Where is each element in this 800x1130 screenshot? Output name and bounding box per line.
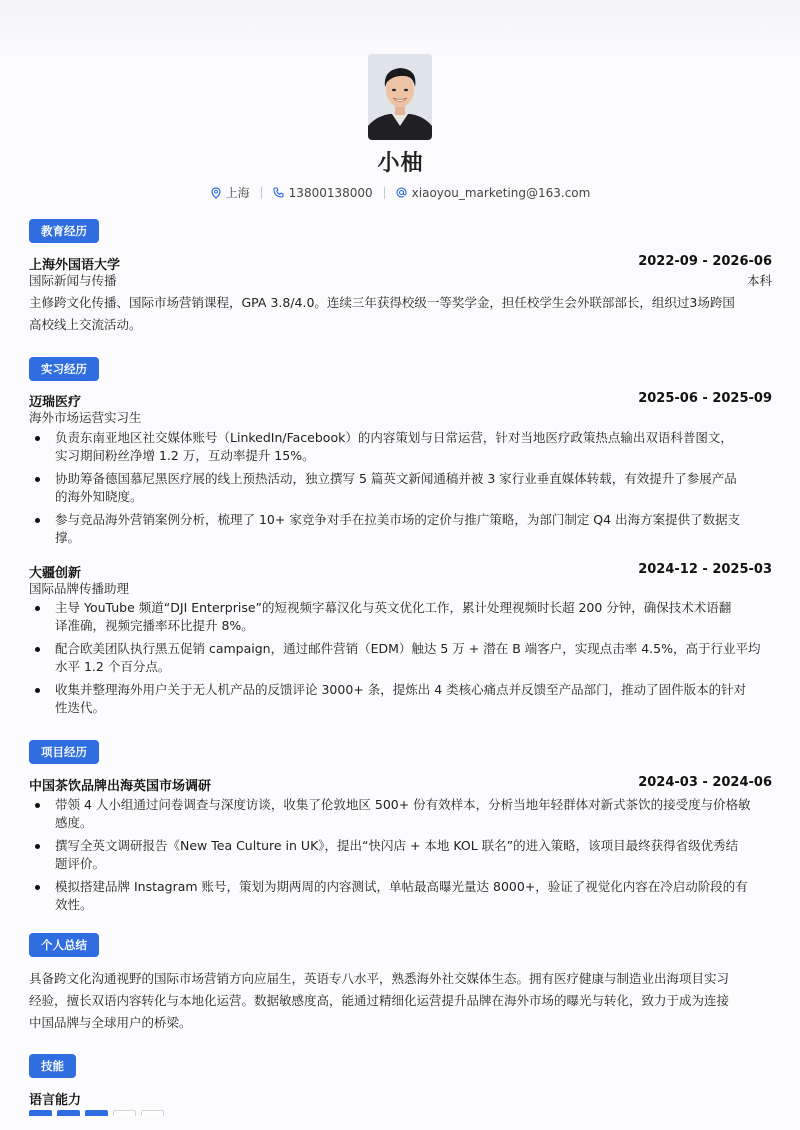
phone-text: 13800138000: [288, 185, 373, 200]
internship-date: 2024-12 - 2025-03: [638, 562, 772, 577]
summary-line: 经验，擅长双语内容转化与本地化运营。数据敏感度高，能通过精细化运营提升品牌在海外市场的曝光与转化，致力于成为连接: [29, 993, 730, 1008]
school-name: 上海外国语大学: [29, 258, 121, 273]
profile-photo: [368, 54, 432, 140]
education-date: 2022-09 - 2026-06: [638, 254, 772, 269]
list-item: 收集并整理海外用户关于无人机产品的反馈评论 3000+ 条，提炼出 4 类核心痛点并反馈至产品部门，推动了固件版本的针对 性迭代。: [29, 681, 772, 717]
section-internship-header: 实习经历: [29, 357, 99, 381]
contact-phone: [273, 186, 373, 200]
summary-line: 具备跨文化沟通视野的国际市场营销方向应届生，英语专八水平，熟悉海外社交媒体生态。拥有医疗健康与制造业出海项目实习: [29, 971, 730, 986]
contact-info: [29, 184, 772, 201]
divider: [384, 187, 385, 199]
education-description: [29, 292, 772, 336]
list-item: 带领 4 人小组通过问卷调查与深度访谈，收集了伦敦地区 500+ 份有效样本，分析当地年轻群体对新式茶饮的接受度与价格敏 感度。: [29, 796, 772, 832]
contact-email[interactable]: [396, 186, 591, 200]
list-item: 撰写全英文调研报告《New Tea Culture in UK》，提出“快闪店 + 本地 KOL 联名”的进入策略，该项目最终获得省级优秀结 题评价。: [29, 837, 772, 873]
section-skills-header: 技能: [29, 1054, 76, 1078]
project-bullets: [29, 796, 772, 919]
project-name: 中国茶饮品牌出海英国市场调研: [29, 779, 212, 794]
list-item: 主导 YouTube 频道“DJI Enterprise”的短视频字幕汉化与英文优化工作，累计处理视频时长超 200 分钟，确保技术术语翻 译准确，视频完播率环比提升 8%。: [29, 599, 772, 635]
project-entry: [29, 775, 772, 794]
job-role: 国际品牌传播助理: [29, 581, 130, 596]
language-skill-title: 语言能力: [29, 1093, 82, 1108]
level-segment: [57, 1110, 80, 1116]
education-major-row: [29, 271, 772, 289]
list-item: 参与竞品海外营销案例分析，梳理了 10+ 家竞争对手在拉美市场的定价与推广策略，为部门制定 Q4 出海方案提供了数据支 撑。: [29, 511, 772, 547]
divider: [261, 187, 262, 199]
summary-text: [29, 968, 772, 1034]
job-role: 海外市场运营实习生: [29, 410, 142, 425]
company-name: 迈瑞医疗: [29, 395, 82, 410]
internship-date: 2025-06 - 2025-09: [638, 391, 772, 406]
description-line: 高校线上交流活动。: [29, 317, 142, 332]
location-text: 上海: [225, 186, 250, 200]
list-item: 配合欧美团队执行黑五促销 campaign，通过邮件营销（EDM）触达 5 万 + 潜在 B 端客户，实现点击率 4.5%，高于行业平均 水平 1.2 个百分点。: [29, 640, 772, 676]
summary-line: 中国品牌与全球用户的桥梁。: [29, 1015, 192, 1030]
contact-location: [211, 184, 250, 201]
company-name: 大疆创新: [29, 566, 82, 581]
internship-2-bullets: [29, 599, 772, 722]
level-segment: [113, 1110, 136, 1116]
section-education-header: 教育经历: [29, 219, 99, 243]
language-level-meter: [29, 1110, 164, 1116]
email-text[interactable]: xiaoyou_marketing@163.com: [411, 185, 591, 200]
location-pin-icon: [211, 187, 221, 199]
phone-icon: [273, 187, 284, 198]
major: 国际新闻与传播: [29, 273, 117, 288]
project-date: 2024-03 - 2024-06: [638, 775, 772, 790]
level-segment: [141, 1110, 164, 1116]
section-summary-header: 个人总结: [29, 933, 99, 957]
internship-1-bullets: [29, 429, 772, 552]
section-project-header: 项目经历: [29, 740, 99, 764]
list-item: 模拟搭建品牌 Instagram 账号，策划为期两周的内容测试，单帖最高曝光量达 8000+，验证了视觉化内容在冷启动阶段的有 效性。: [29, 878, 772, 914]
resume-page: [29, 0, 772, 1130]
level-segment: [29, 1110, 52, 1116]
at-icon: [396, 187, 407, 198]
candidate-name: 小柚: [377, 151, 424, 176]
description-line: 主修跨文化传播、国际市场营销课程，GPA 3.8/4.0。连续三年获得校级一等奖学金，担任校学生会外联部部长，组织过3场跨国: [29, 295, 735, 310]
degree: 本科: [746, 273, 772, 288]
list-item: 负责东南亚地区社交媒体账号（LinkedIn/Facebook）的内容策划与日常运营，针对当地医疗政策热点输出双语科普图文， 实习期间粉丝净增 1.2 万，互动率提升 15%。: [29, 429, 772, 465]
level-segment: [85, 1110, 108, 1116]
list-item: 协助筹备德国慕尼黑医疗展的线上预热活动，独立撰写 5 篇英文新闻通稿并被 3 家行业垂直媒体转载，有效提升了参展产品 的海外知晓度。: [29, 470, 772, 506]
